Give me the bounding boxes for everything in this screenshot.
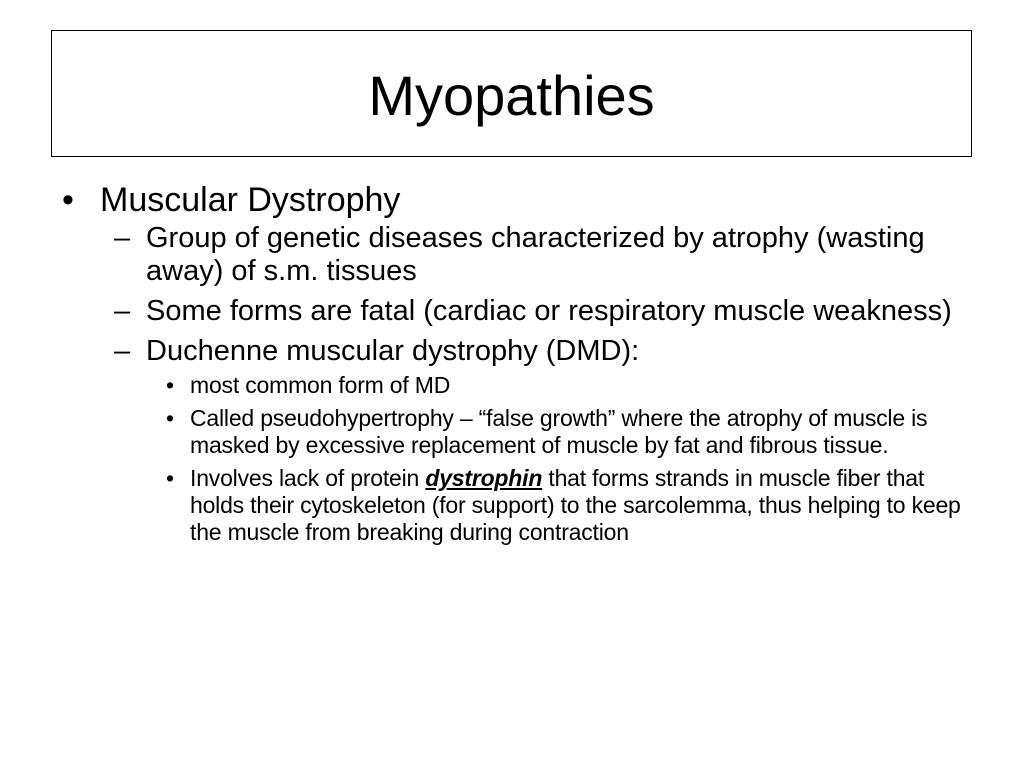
detail-bullet-text: Called pseudohypertrophy – “false growth” where the atrophy of muscle is masked by excessive replacement of muscle by fat and fibrous tissue. xyxy=(190,405,928,458)
sub-bullet-list xyxy=(62,222,972,546)
dash-marker: – xyxy=(114,222,131,254)
sub-bullet-text: Some forms are fatal (cardiac or respiratory muscle weakness) xyxy=(146,295,952,327)
dash-marker: – xyxy=(114,335,131,367)
slide-title: Myopathies xyxy=(368,63,655,127)
detail-bullet-text: most common form of MD xyxy=(190,372,451,398)
detail-bullet-text-after: that forms strands in muscle fiber that holds their cytoskeleton (for support) to the sarcolemma, thus helping to keep the muscle from breaking during contraction xyxy=(190,465,961,545)
bullet-marker: • xyxy=(62,181,74,219)
sub-bullet-fatal-forms xyxy=(62,295,972,328)
sub-bullet-text: Group of genetic diseases characterized by atrophy (wasting away) of s.m. tissues xyxy=(146,222,925,287)
sub-bullet-duchenne xyxy=(62,335,972,368)
slide-body xyxy=(62,180,972,552)
detail-bullet-most-common xyxy=(62,372,972,399)
slide-title-box xyxy=(51,30,972,157)
detail-bullet-text-before: Involves lack of protein xyxy=(190,465,426,491)
detail-bullet-pseudohypertrophy xyxy=(62,405,972,459)
bullet-marker: • xyxy=(166,465,174,491)
bullet-text: Muscular Dystrophy xyxy=(100,181,401,219)
detail-bullet-dystrophin xyxy=(62,465,972,546)
sub-bullet-genetic-diseases xyxy=(62,222,972,288)
dash-marker: – xyxy=(114,295,131,327)
emphasized-term-dystrophin: dystrophin xyxy=(425,465,543,491)
sub-bullet-text: Duchenne muscular dystrophy (DMD): xyxy=(146,335,640,367)
bullet-muscular-dystrophy xyxy=(62,180,972,220)
detail-bullet-list xyxy=(62,372,972,546)
bullet-marker: • xyxy=(166,372,174,398)
bullet-marker: • xyxy=(166,405,174,431)
